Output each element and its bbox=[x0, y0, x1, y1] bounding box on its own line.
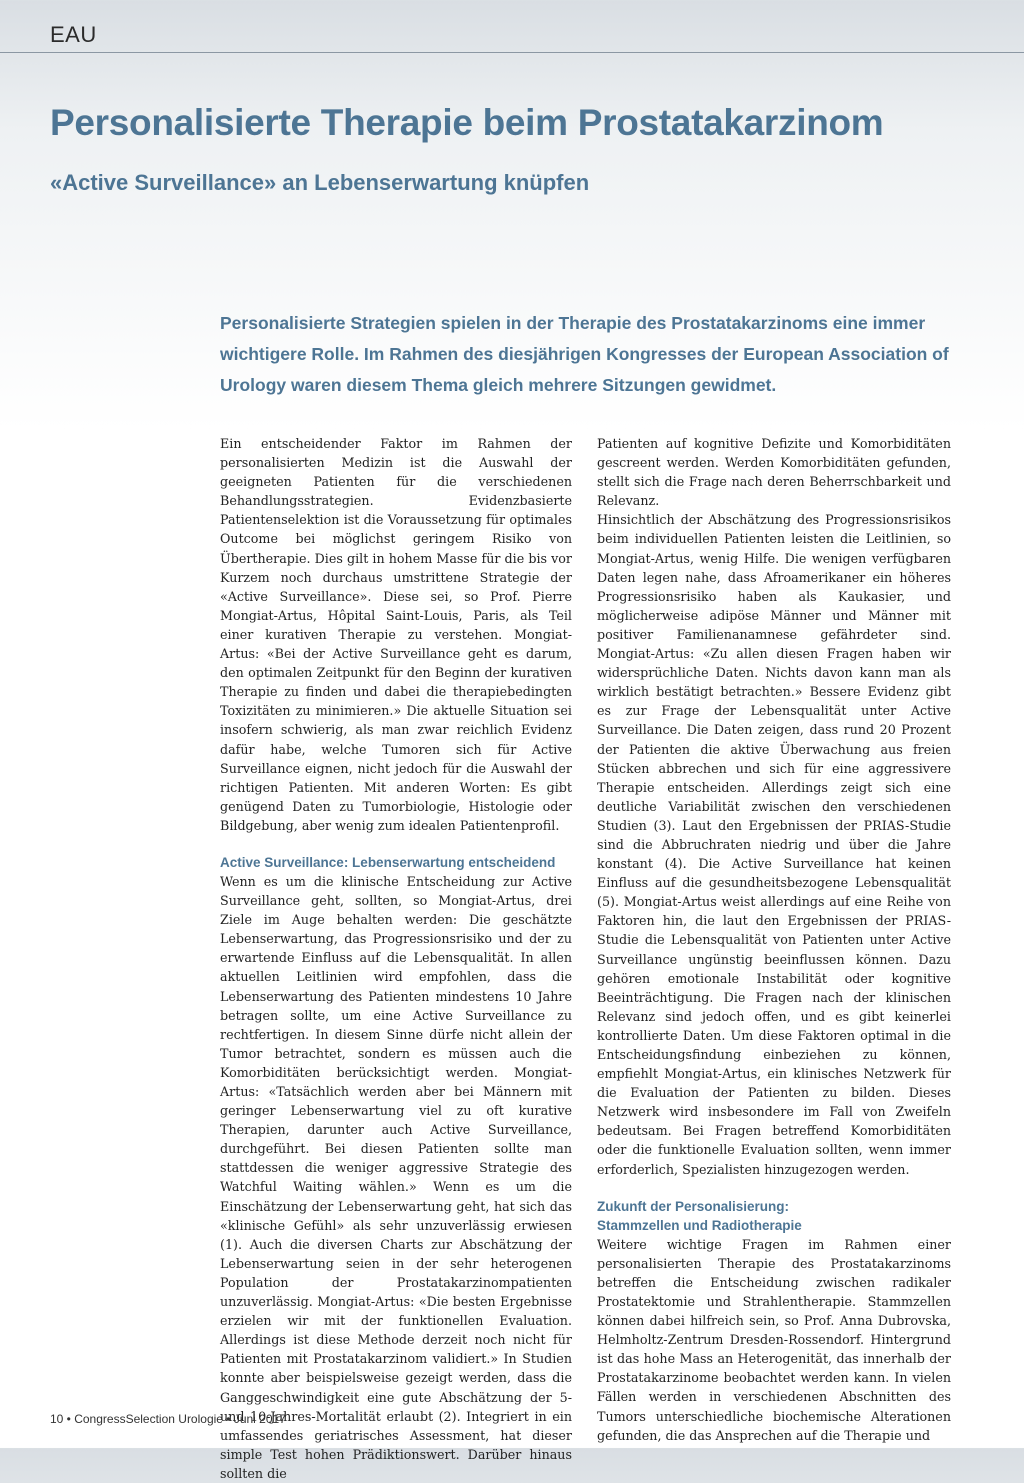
section-label: EAU bbox=[50, 22, 97, 47]
body-paragraph: Wenn es um die klinische Entscheidung zur Active Surveillance geht, sollten, so Mongiat-Artus, drei Ziele im Auge behalten werden: Die geschätzte Lebenserwartung, das Progressionsrisiko und der zu erwartende Einfluss auf die Lebensqualität. In allen aktuellen Leitlinien wird empfohlen, dass die Lebenserwartung des Patienten mindestens 10 Jahre betragen sollte, um eine Active Surveillance zu rechtfertigen. In diesem Sinne dürfe nicht allein der Tumor betrachtet, sondern es müssen auch die Komorbiditäten berücksichtigt werden. Mongiat-Artus: «Tatsächlich werden aber bei Männern mit geringer Lebenserwartung viel zu oft kurative Therapien, darunter auch Active Surveillance, durchgeführt. Bei diesen Patienten sollte man stattdessen die weniger aggressive Strategie des Watchful Waiting wählen.» Wenn es um die Einschätzung der Lebenserwartung geht, hat sich das «klinische Gefühl» als sehr unzuverlässig erwiesen (1). Auch die diversen Charts zur Abschätzung der Lebenserwartung seien in der sehr heterogenen Population der Prostatakarzinompatienten unzuverlässig. Mongiat-Artus: «Die besten Ergebnisse erzielen wir mit der funktionellen Evaluation. Allerdings ist diese Methode derzeit noch nicht für Patienten mit Prostatakarzinom validiert.» In Studien konnte aber beispielsweise gezeigt werden, dass die Ganggeschwindigkeit eine gute Abschätzung der 5- und 10-Jahres-Mortalität erlaubt (2). Integriert in ein umfassendes geriatrisches Assessment, hat dieser simple Test hohen Prädiktionswert. Darüber hinaus sollten die bbox=[220, 873, 572, 1481]
section-heading: Active Surveillance: Lebenserwartung entscheidend bbox=[220, 854, 556, 870]
header-rule bbox=[0, 52, 1024, 53]
body-paragraph: Weitere wichtige Fragen im Rahmen einer personalisierten Therapie des Prostatakarzinoms betreffen die Entscheidung zwischen radikaler Prostatektomie und Strahlentherapie. Stammzellen können dabei hilfreich sein, so Prof. Anna Dubrovska, Helmholtz-Zentrum Dresden-Rossendorf. Hintergrund ist das hohe Mass an Heterogenität, das innerhalb der Prostatakarzinome beobachtet werden kann. In vielen Fällen werden in verschiedenen Abschnitten des Tumors unterschiedliche biochemische Alterationen gefunden, die das Ansprechen auf die Therapie und bbox=[597, 1236, 951, 1443]
body-paragraph: Ein entscheidender Faktor im Rahmen der personalisierten Medizin ist die Auswahl der geeigneten Patienten für die verschiedenen Behandlungsstrategien. Evidenzbasierte Patientenselektion ist die Voraussetzung für optimales Outcome bei möglichst geringem Risiko von Übertherapie. Dies gilt in hohem Masse für die bis vor Kurzem noch durchaus umstrittene Strategie der «Active Surveillance». Diese sei, so Prof. Pierre Mongiat-Artus, Hôpital Saint-Louis, Paris, als Teil einer kurativen Therapie zu verstehen. Mongiat-Artus: «Bei der Active Surveillance geht es darum, den optimalen Zeitpunkt für den Beginn der kurativen Therapie zu finden und dabei die therapiebedingten Toxizitäten zu minimieren.» Die aktuelle Situation sei insofern schwierig, als man zwar reichlich Evidenz dafür habe, welche Tumoren sich für Active Surveillance eignen, nicht jedoch für die Auswahl der richtigen Patienten. Mit anderen Worten: Es gibt genügend Daten zu Tumorbiologie, Histologie oder Bildgebung, aber wenig zum idealen Patientenprofil. bbox=[220, 436, 572, 833]
right-column bbox=[597, 434, 951, 1445]
body-paragraph: Hinsichtlich der Abschätzung des Progressionsrisikos beim individuellen Patienten leisten die Leitlinien, so Mongiat-Artus, wenig Hilfe. Die wenigen verfügbaren Daten legen nahe, dass Afroamerikaner ein höheres Progressionsrisiko haben als Kaukasier, und möglicherweise adipöse Männer und Männer mit positiver Familienanamnese gefährdeter sind. Mongiat-Artus: «Zu allen diesen Fragen haben wir widersprüchliche Daten. Nichts davon kann man als wirklich bestätigt betrachten.» Bessere Evidenz gibt es zur Frage der Lebensqualität unter Active Surveillance. Die Daten zeigen, dass rund 20 Prozent der Patienten die aktive Überwachung aus freien Stücken abbrechen und sich für eine aggressivere Therapie entscheiden. Allerdings zeigt sich eine deutliche Variabilität zwischen den verschiedenen Studien (3). Laut den Ergebnissen der PRIAS-Studie sind die Abbruchraten niedrig und über die Jahre konstant (4). Die Active Surveillance hat keinen Einfluss auf die gesundheitsbezogene Lebensqualität (5). Mongiat-Artus weist allerdings auf eine Reihe von Faktoren hin, die laut den Ergebnissen der PRIAS-Studie die Lebensqualität von Patienten unter Active Surveillance ungünstig beeinflussen können. Dazu gehören emotionale Instabilität oder kognitive Beeinträchtigung. Die Fragen nach der klinischen Relevanz sind jedoch offen, und es gibt keinerlei kontrollierte Daten. Um diese Faktoren optimal in die Entscheidungsfindung einbeziehen zu können, empfiehlt Mongiat-Artus, ein klinisches Netzwerk für die Evaluation der Patienten zu bilden. Dieses Netzwerk wird insbesondere im Fall von Zweifeln bedeutsam. Bei Fragen betreffend Komorbiditäten oder die funktionelle Evaluation sollten, wenn immer erforderlich, Spezialisten hinzugezogen werden. bbox=[597, 512, 951, 1177]
article-subtitle: «Active Surveillance» an Lebenserwartung knüpfen bbox=[50, 170, 590, 195]
article-title: Personalisierte Therapie beim Prostatakarzinom bbox=[50, 102, 884, 143]
page-footer: 10 • CongressSelection Urologie • Juni 2017 bbox=[50, 1412, 286, 1426]
section-heading bbox=[597, 1197, 951, 1235]
article-lead: Personalisierte Strategien spielen in der Therapie des Prostatakarzinoms eine immer wichtigere Rolle. Im Rahmen des diesjährigen Kongresses der European Association of Urology waren diesem Thema gleich mehrere Sitzungen gewidmet. bbox=[220, 313, 949, 395]
section-heading-line: Stammzellen und Radiotherapie bbox=[597, 1217, 802, 1233]
section-heading-line: Zukunft der Personalisierung: bbox=[597, 1198, 790, 1214]
left-column bbox=[220, 434, 572, 1483]
body-paragraph: Patienten auf kognitive Defizite und Komorbiditäten gescreent werden. Werden Komorbiditäten gefunden, stellt sich die Frage nach deren Beherrschbarkeit und Relevanz. bbox=[597, 436, 951, 509]
